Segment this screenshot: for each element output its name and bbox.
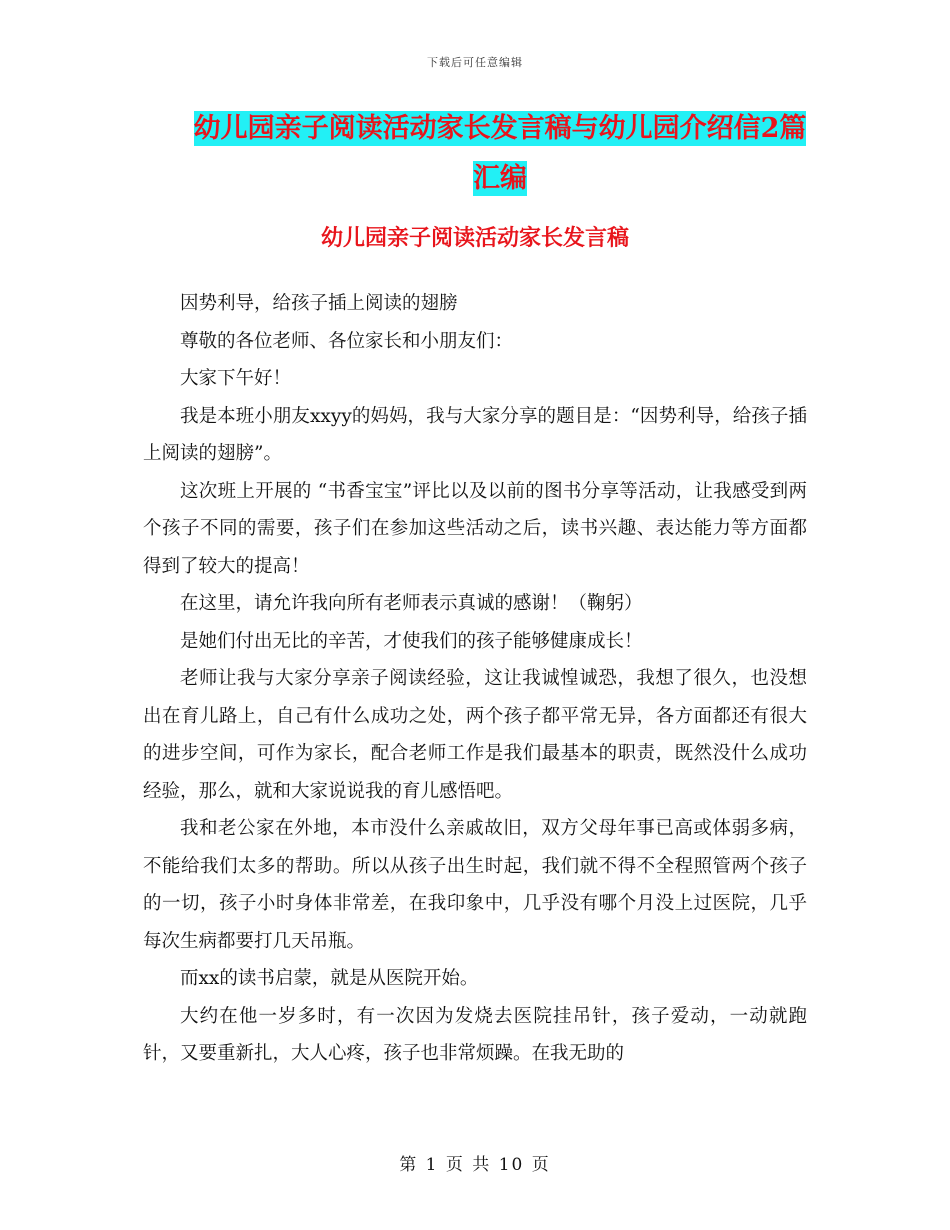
paragraph: 大家下午好！ bbox=[180, 368, 292, 389]
header-note: 下载后可任意编辑 bbox=[427, 56, 523, 69]
document-title bbox=[190, 104, 810, 204]
paragraph: 这次班上开展的 “书香宝宝”评比以及以前的图书分享等活动，让我感受到两个孩子不同的需要，孩子们在参加这些活动之后，读书兴趣、表达能力等方面都得到了较大的提高！ bbox=[143, 480, 807, 577]
paragraph: 大约在他一岁多时，有一次因为发烧去医院挂吊针，孩子爱动，一动就跑针，又要重新扎，大人心疼，孩子也非常烦躁。在我无助的 bbox=[143, 1005, 807, 1064]
document-title-text: 幼儿园亲子阅读活动家长发言稿与幼儿园介绍信2篇汇编 bbox=[193, 113, 807, 194]
paragraph: 而xx的读书启蒙，就是从医院开始。 bbox=[180, 968, 479, 989]
paragraph: 是她们付出无比的辛苦，才使我们的孩子能够健康成长！ bbox=[180, 630, 643, 652]
page-footer: 第 1 页 共 10 页 bbox=[399, 1155, 551, 1175]
paragraph: 我是本班小朋友xxyy的妈妈，我与大家分享的题目是：“因势利导，给孩子插上阅读的翅膀”。 bbox=[143, 405, 807, 464]
paragraph: 因势利导，给孩子插上阅读的翅膀 bbox=[180, 293, 458, 314]
paragraph: 我和老公家在外地，本市没什么亲戚故旧，双方父母年事已高或体弱多病，不能给我们太多的帮助。所以从孩子出生时起，我们就不得不全程照管两个孩子的一切，孩子小时身体非常差，在我印象中，几乎没有哪个月没上过医院，几乎每次生病都要打几天吊瓶。 bbox=[143, 818, 807, 952]
paragraph: 尊敬的各位老师、各位家长和小朋友们： bbox=[180, 330, 514, 352]
section-title: 幼儿园亲子阅读活动家长发言稿 bbox=[320, 225, 629, 251]
paragraph: 在这里，请允许我向所有老师表示真诚的感谢！（鞠躬） bbox=[180, 593, 643, 614]
body-text bbox=[143, 285, 807, 1073]
paragraph: 老师让我与大家分享亲子阅读经验，这让我诚惶诚恐，我想了很久，也没想出在育儿路上，自己有什么成功之处，两个孩子都平常无异，各方面都还有很大的进步空间，可作为家长，配合老师工作是我们最基本的职责，既然没什么成功经验，那么，就和大家说说我的育儿感悟吧。 bbox=[143, 668, 807, 802]
